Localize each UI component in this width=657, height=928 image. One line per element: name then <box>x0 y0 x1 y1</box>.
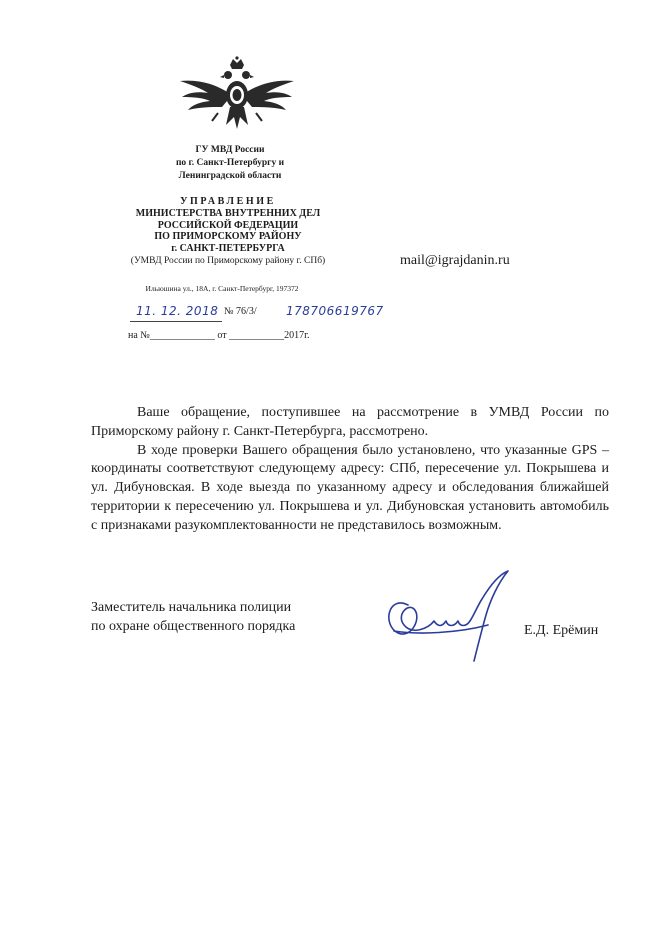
signatory-title-line: Заместитель начальника полиции <box>91 600 292 615</box>
dept-line: МИНИСТЕРСТВА ВНУТРЕННИХ ДЕЛ <box>135 207 321 219</box>
date-underline <box>130 321 222 322</box>
letter-body <box>91 404 609 536</box>
registration-number-prefix: № 76/3/ <box>224 306 257 317</box>
double-headed-eagle-emblem-icon <box>178 55 296 135</box>
org-line: ГУ МВД России <box>195 145 265 155</box>
dept-short-name: (УМВД России по Приморскому району г. СПб) <box>130 255 326 266</box>
reference-line: на №_____________ от ___________2017г. <box>128 330 310 341</box>
registration-line <box>126 304 384 324</box>
dept-line: ПО ПРИМОРСКОМУ РАЙОНУ <box>154 231 302 243</box>
org-line: Ленинградской области <box>178 171 282 181</box>
department-block <box>100 196 356 268</box>
body-paragraph: В ходе проверки Вашего обращения было установлено, что указанные GPS – координаты соответствуют следующему адресу: СПб, пересечение ул. Покрышева и ул. Дибуновская. В ходе выезда по указанному адресу и обследования ближайшей территории к пересечению ул. Покрышева и ул. Дибуновская установить автомобиль с признаками разукомплектованности не представилось возможным. <box>91 442 609 533</box>
body-paragraph: Ваше обращение, поступившее на рассмотрение в УМВД России по Приморскому району г. Санкт-Петербурга, рассмотрено. <box>91 405 609 439</box>
department-address: Ильюшина ул., 18А, г. Санкт-Петербург, 197372 <box>145 284 299 293</box>
org-line: по г. Санкт-Петербургу и <box>175 158 285 168</box>
organization-block <box>150 144 310 183</box>
recipient-email: mail@igrajdanin.ru <box>400 253 510 268</box>
handwritten-signature-icon <box>378 565 528 665</box>
signatory-name: Е.Д. Ерёмин <box>524 623 599 638</box>
dept-line: РОССИЙСКОЙ ФЕДЕРАЦИИ <box>157 219 299 231</box>
registration-number: 178706619767 <box>286 304 384 318</box>
signatory-title-line: по охране общественного порядка <box>91 619 296 634</box>
registration-date: 11. 12. 2018 <box>136 304 219 318</box>
signatory-title <box>91 598 295 636</box>
dept-line: УПРАВЛЕНИЕ <box>180 196 276 207</box>
dept-line: г. САНКТ-ПЕТЕРБУРГА <box>171 243 285 255</box>
